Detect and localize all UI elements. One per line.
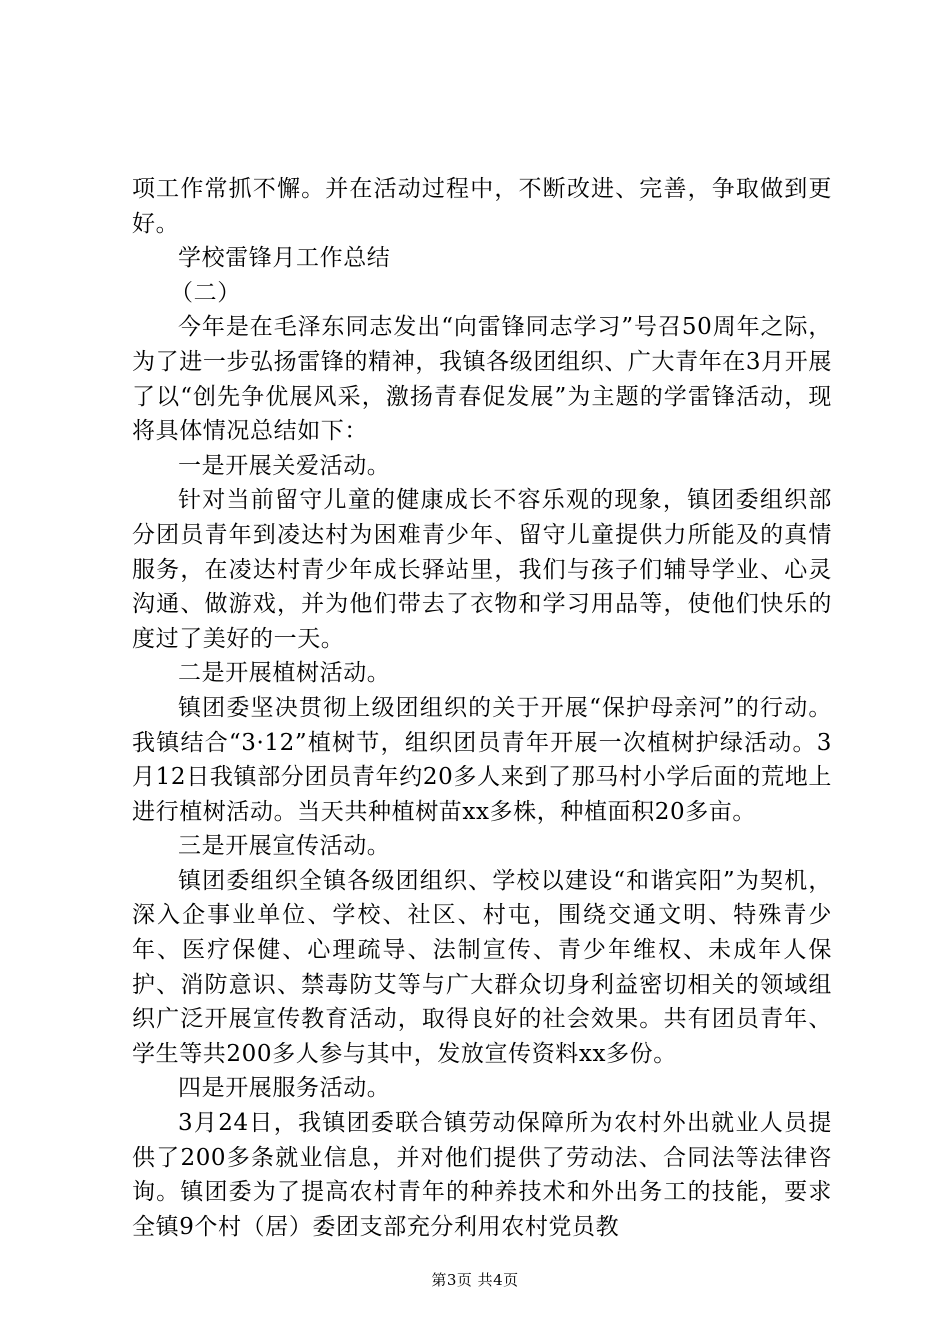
paragraph-care-activity: 针对当前留守儿童的健康成长不容乐观的现象，镇团委组织部分团员青年到凌达村为困难青少年、留守儿童提供力所能及的真情服务，在凌达村青少年成长驿站里，我们与孩子们辅导学业、心灵沟通、做游戏，并为他们带去了衣物和学习用品等，使他们快乐的度过了美好的一天。 — [132, 487, 832, 652]
heading-publicity: 三是开展宣传活动。 — [178, 833, 391, 860]
section-title: 学校雷锋月工作总结 — [178, 245, 391, 272]
heading-service: 四是开展服务活动。 — [178, 1075, 391, 1102]
paragraph-intro: 今年是在毛泽东同志发出“向雷锋同志学习”号召50周年之际，为了进一步弘扬雷锋的精神，我镇各级团组织、广大青年在3月开展了以“创先争优展风采，激扬青春促发展”为主题的学雷锋活动，现将具体情况总结如下： — [132, 314, 832, 445]
paragraph-service: 3月24日，我镇团委联合镇劳动保障所为农村外出就业人员提供了200多条就业信息，并对他们提供了劳动法、合同法等法律咨询。镇团委为了提高农村青年的种养技术和外出务工的技能，要求全镇9个村（居）委团支部充分利用农村党员教 — [132, 1110, 832, 1240]
paragraph-continuation: 项工作常抓不懈。并在活动过程中，不断改进、完善，争取做到更好。 — [132, 176, 832, 237]
heading-tree-planting: 二是开展植树活动。 — [178, 660, 391, 687]
paragraph-tree-planting: 镇团委坚决贯彻上级团组织的关于开展“保护母亲河”的行动。我镇结合“3·12”植树节，组织团员青年开展一次植树护绿活动。3月12日我镇部分团员青年约20多人来到了那马村小学后面的荒地上进行植树活动。当天共种植树苗xx多株，种植面积20多亩。 — [132, 694, 832, 825]
section-number: （二） — [170, 279, 241, 306]
paragraph-publicity: 镇团委组织全镇各级团组织、学校以建设“和谐宾阳”为契机，深入企事业单位、学校、社区、村屯，围绕交通文明、特殊青少年、医疗保健、心理疏导、法制宣传、青少年维权、未成年人保护、消防意识、禁毒防艾等与广大群众切身利益密切相关的领域组织广泛开展宣传教育活动，取得良好的社会效果。共有团员青年、学生等共200多人参与其中，发放宣传资料xx多份。 — [132, 867, 832, 1067]
document-body — [132, 172, 832, 1244]
heading-care-activity: 一是开展关爱活动。 — [178, 452, 391, 479]
page-footer: 第3页 共4页 — [431, 1271, 519, 1289]
